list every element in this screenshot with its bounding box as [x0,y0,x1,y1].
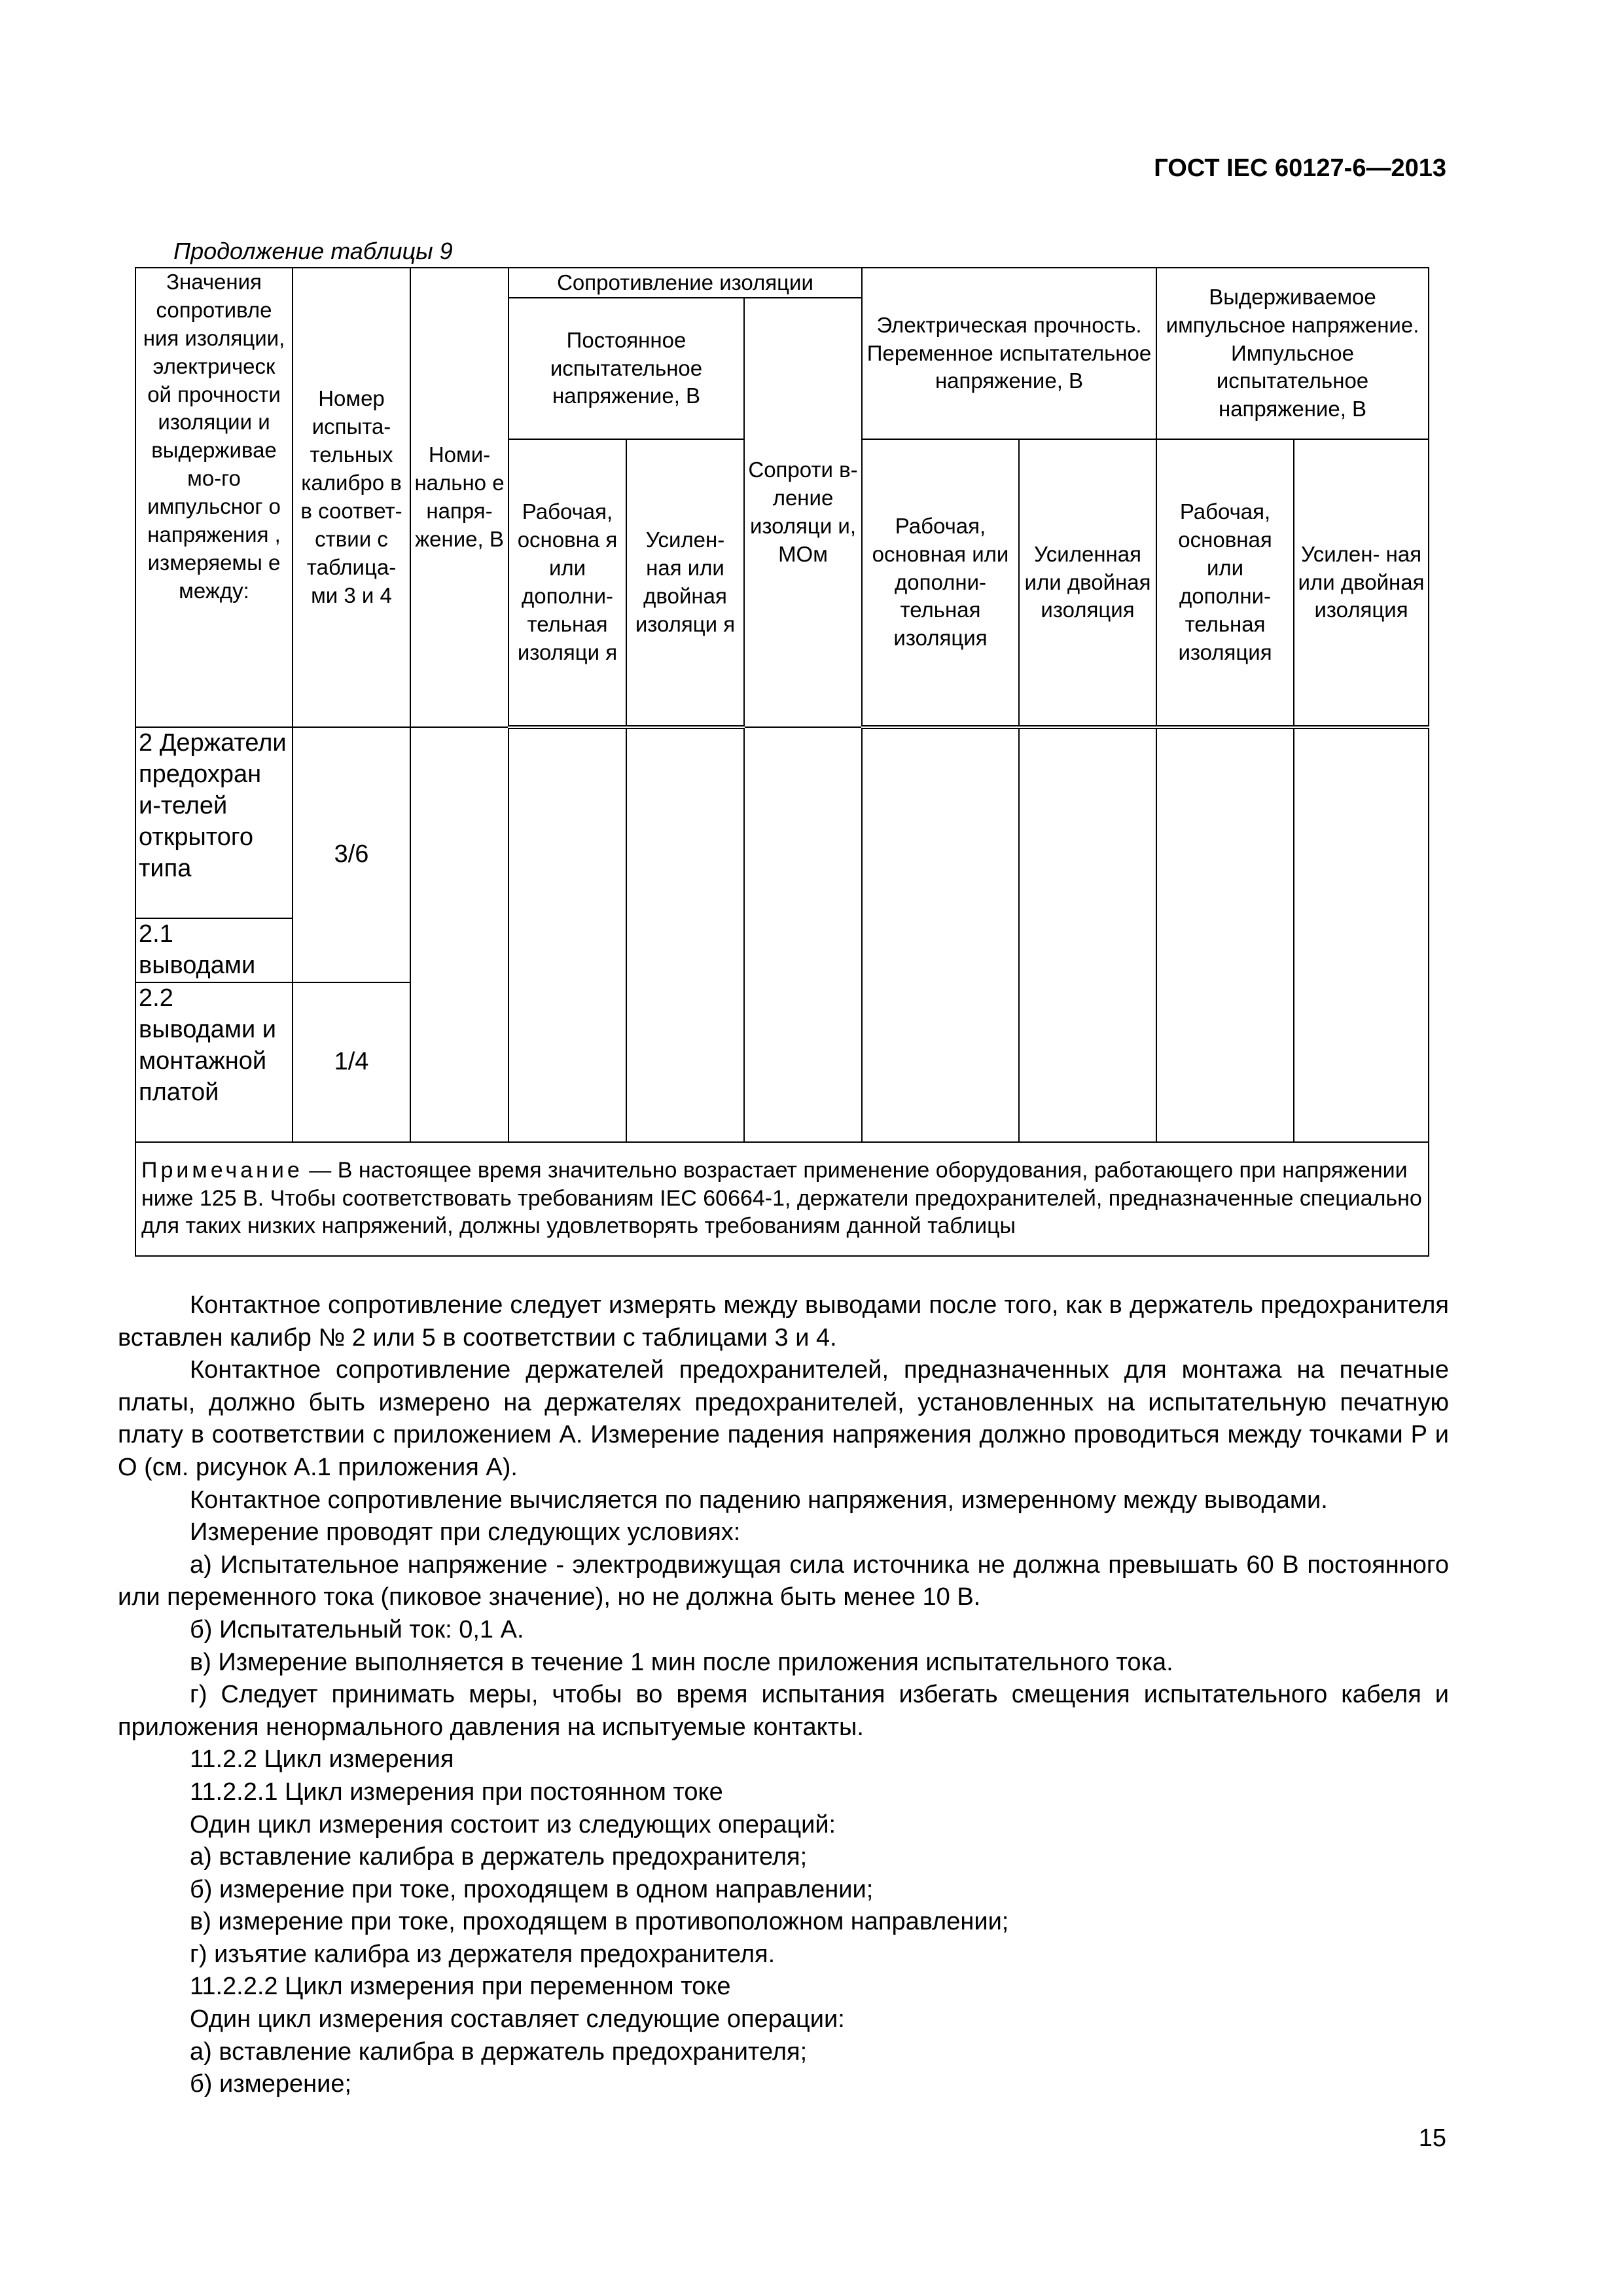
row-label: 2.2 выводами и монтажной платой [135,982,293,1142]
empty-cell [862,727,1019,1142]
page-number: 15 [1418,2125,1446,2152]
row-label: 2.1 выводами [135,918,293,982]
header-impulse-voltage: Выдерживаемое импульсное напряжение. Импульсное испытательное напряжение, В [1156,268,1429,439]
gauge-value: 3/6 [293,727,410,982]
empty-cell [410,727,508,1142]
header-insulation-resistance: Сопротивление изоляции [508,268,862,298]
paragraph: а) Испытательное напряжение - электродвижущая сила источника не должна превышать 60 В постоянного или переменного тока (пиковое значение), но не должна быть менее 10 В. [118,1551,1449,1611]
note-text: — В настоящее время значительно возрастает применение оборудования, работающего при напряжении ниже 125 В. Чтобы соответствовать требованиям IEC 60664-1, держатели предохранителей, предназначенные специально для таких низких напряжений, должны удовлетворять требованиям данной таблицы [141,1158,1422,1239]
header-reinforced-imp: Усилен- ная или двойная изоляция [1294,439,1429,727]
empty-cell [626,727,744,1142]
paragraph: Контактное сопротивление следует измерять между выводами после того, как в держатель предохранителя вставлен калибр № 2 или 5 в соответствии с таблицами 3 и 4. [118,1291,1449,1352]
header-working-basic-ac: Рабочая, основная или дополни- тельная изоляция [862,439,1019,727]
header-gauge-number: Номер испыта- тельных калибро в в соответ- ствии с таблица- ми 3 и 4 [293,268,410,727]
gauge-value: 1/4 [293,982,410,1142]
header-reinforced-ac: Усиленная или двойная изоляция [1019,439,1156,727]
header-reinforced-dc: Усилен- ная или двойная изоляци я [626,439,744,727]
paragraph: г) Следует принимать меры, чтобы во время испытания избегать смещения испытательного кабеля и приложения ненормального давления на испытуемые контакты. [118,1681,1449,1741]
list-item: б) измерение; [190,2070,352,2098]
empty-cell [508,727,626,1142]
table-note [135,1142,1429,1256]
header-rated-voltage: Номи- нально е напря- жение, В [410,268,508,727]
section-heading: 11.2.2.2 Цикл измерения при переменном токе [190,1973,731,2001]
section-heading: 11.2.2 Цикл измерения [190,1746,454,1774]
list-item: г) изъятие калибра из держателя предохранителя. [190,1940,776,1968]
list-item: б) измерение при токе, проходящем в одном направлении; [190,1875,874,1903]
empty-cell [1019,727,1156,1142]
header-working-basic-dc: Рабочая, основна я или дополни- тельная изоляци я [508,439,626,727]
list-item: а) вставление калибра в держатель предохранителя; [190,2037,808,2066]
header-dc-test-voltage: Постоянное испытательное напряжение, В [508,298,744,439]
section-heading: 11.2.2.1 Цикл измерения при постоянном токе [190,1778,723,1806]
paragraph: в) Измерение выполняется в течение 1 мин после приложения испытательного тока. [190,1648,1173,1676]
note-label: Примечание [141,1158,303,1183]
row-label: 2 Держатели предохран и-телей открытого типа [135,727,293,918]
paragraph: Контактное сопротивление держателей предохранителей, предназначенных для монтажа на печатные платы, должно быть измерено на держателях предохранителей, установленных на испытательную печатную плату в соответствии с приложением А. Измерение падения напряжения должно проводиться между точками Р и О (см. рисунок А.1 приложения А). [118,1356,1449,1481]
header-resistance-mohm: Сопроти в-ление изоляци и, МОм [744,298,862,727]
table-caption: Продолжение таблицы 9 [173,238,453,264]
list-item: а) вставление калибра в держатель предохранителя; [190,1843,808,1871]
document-header: ГОСТ IEC 60127-6—2013 [1154,154,1446,182]
empty-cell [1294,727,1429,1142]
header-dielectric-strength: Электрическая прочность. Переменное испытательное напряжение, В [862,268,1156,439]
paragraph: Один цикл измерения состоит из следующих операций: [190,1810,836,1839]
paragraph: Измерение проводят при следующих условиях: [190,1518,741,1547]
empty-cell [744,727,862,1142]
table-9 [135,267,1429,1257]
header-working-basic-imp: Рабочая, основная или дополни- тельная изоляция [1156,439,1294,727]
empty-cell [1156,727,1294,1142]
body-text [118,1289,1449,2101]
paragraph: б) Испытательный ток: 0,1 А. [190,1615,524,1643]
paragraph: Контактное сопротивление вычисляется по падению напряжения, измеренному между выводами. [190,1486,1328,1514]
paragraph: Один цикл измерения составляет следующие операции: [190,2005,845,2034]
list-item: в) измерение при токе, проходящем в противоположном направлении; [190,1908,1009,1936]
header-values-between: Значения сопротивле ния изоляции, электрическ ой прочности изоляции и выдерживае мо-го импульсног о напряжения , измеряемы е между: [135,268,293,727]
